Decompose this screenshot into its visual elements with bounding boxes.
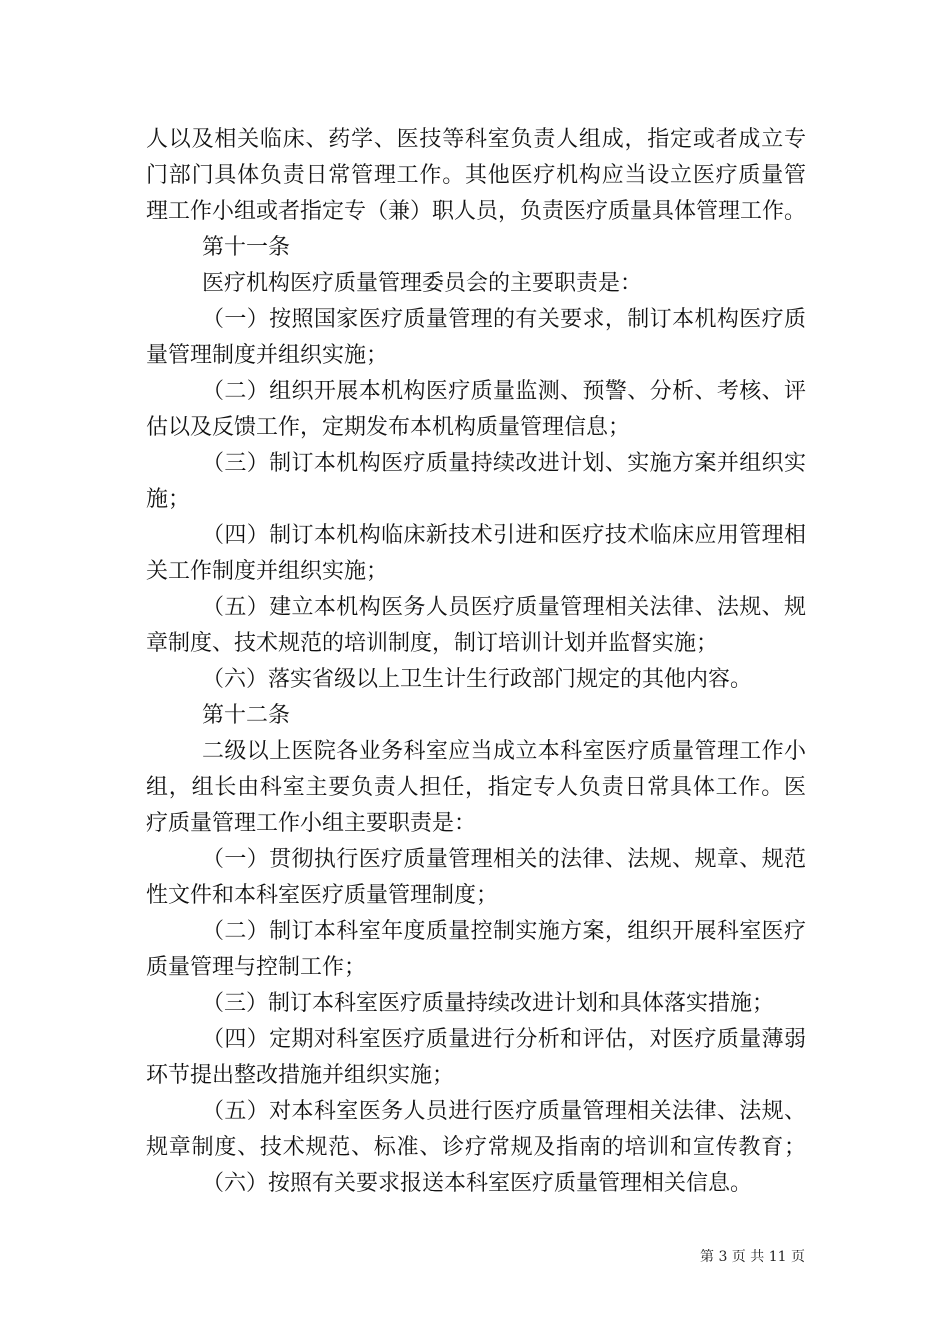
text-line: 医疗机构医疗质量管理委员会的主要职责是： xyxy=(202,271,643,296)
text-line: （五）对本科室医务人员进行医疗质量管理相关法律、法规、 xyxy=(202,1099,806,1124)
text-line: （六）落实省级以上卫生计生行政部门规定的其他内容。 xyxy=(202,667,753,692)
text-line: 质量管理与控制工作； xyxy=(146,955,367,980)
text-line: （五）建立本机构医务人员医疗质量管理相关法律、法规、规 xyxy=(202,595,806,620)
text-line: 环节提出整改措施并组织实施； xyxy=(146,1063,455,1088)
text-line: 量管理制度并组织实施； xyxy=(146,343,389,368)
text-line: 章制度、技术规范的培训制度，制订培训计划并监督实施； xyxy=(146,631,719,656)
text-line: （二）制订本科室年度质量控制实施方案，组织开展科室医疗 xyxy=(202,919,806,944)
text-line: 疗质量管理工作小组主要职责是： xyxy=(146,811,477,836)
text-line: 关工作制度并组织实施； xyxy=(146,559,389,584)
text-line: （四）定期对科室医疗质量进行分析和评估，对医疗质量薄弱 xyxy=(202,1027,806,1052)
text-line: 估以及反馈工作，定期发布本机构质量管理信息； xyxy=(146,415,631,440)
text-line: 性文件和本科室医疗质量管理制度； xyxy=(146,883,499,908)
page-number: 第 3 页 共 11 页 xyxy=(700,1249,805,1265)
text-line: （二）组织开展本机构医疗质量监测、预警、分析、考核、评 xyxy=(202,379,806,404)
article-heading: 第十一条 xyxy=(202,235,291,260)
text-line: 施； xyxy=(146,487,191,512)
text-line: （四）制订本机构临床新技术引进和医疗技术临床应用管理相 xyxy=(202,523,806,548)
article-heading: 第十二条 xyxy=(202,703,291,728)
text-line: 规章制度、技术规范、标准、诊疗常规及指南的培训和宣传教育； xyxy=(146,1135,806,1160)
document-body xyxy=(146,122,806,1202)
text-line: 门部门具体负责日常管理工作。其他医疗机构应当设立医疗质量管 xyxy=(146,163,806,188)
text-line: （三）制订本机构医疗质量持续改进计划、实施方案并组织实 xyxy=(202,451,806,476)
text-line: 人以及相关临床、药学、医技等科室负责人组成，指定或者成立专 xyxy=(146,127,806,152)
text-line: （三）制订本科室医疗质量持续改进计划和具体落实措施； xyxy=(202,991,775,1016)
text-line: 组，组长由科室主要负责人担任，指定专人负责日常具体工作。医 xyxy=(146,775,806,800)
text-line: （六）按照有关要求报送本科室医疗质量管理相关信息。 xyxy=(202,1171,753,1196)
text-line: 二级以上医院各业务科室应当成立本科室医疗质量管理工作小 xyxy=(202,739,806,764)
text-line: （一）贯彻执行医疗质量管理相关的法律、法规、规章、规范 xyxy=(202,847,806,872)
text-line: （一）按照国家医疗质量管理的有关要求，制订本机构医疗质 xyxy=(202,307,806,332)
text-line: 理工作小组或者指定专（兼）职人员，负责医疗质量具体管理工作。 xyxy=(146,199,806,224)
